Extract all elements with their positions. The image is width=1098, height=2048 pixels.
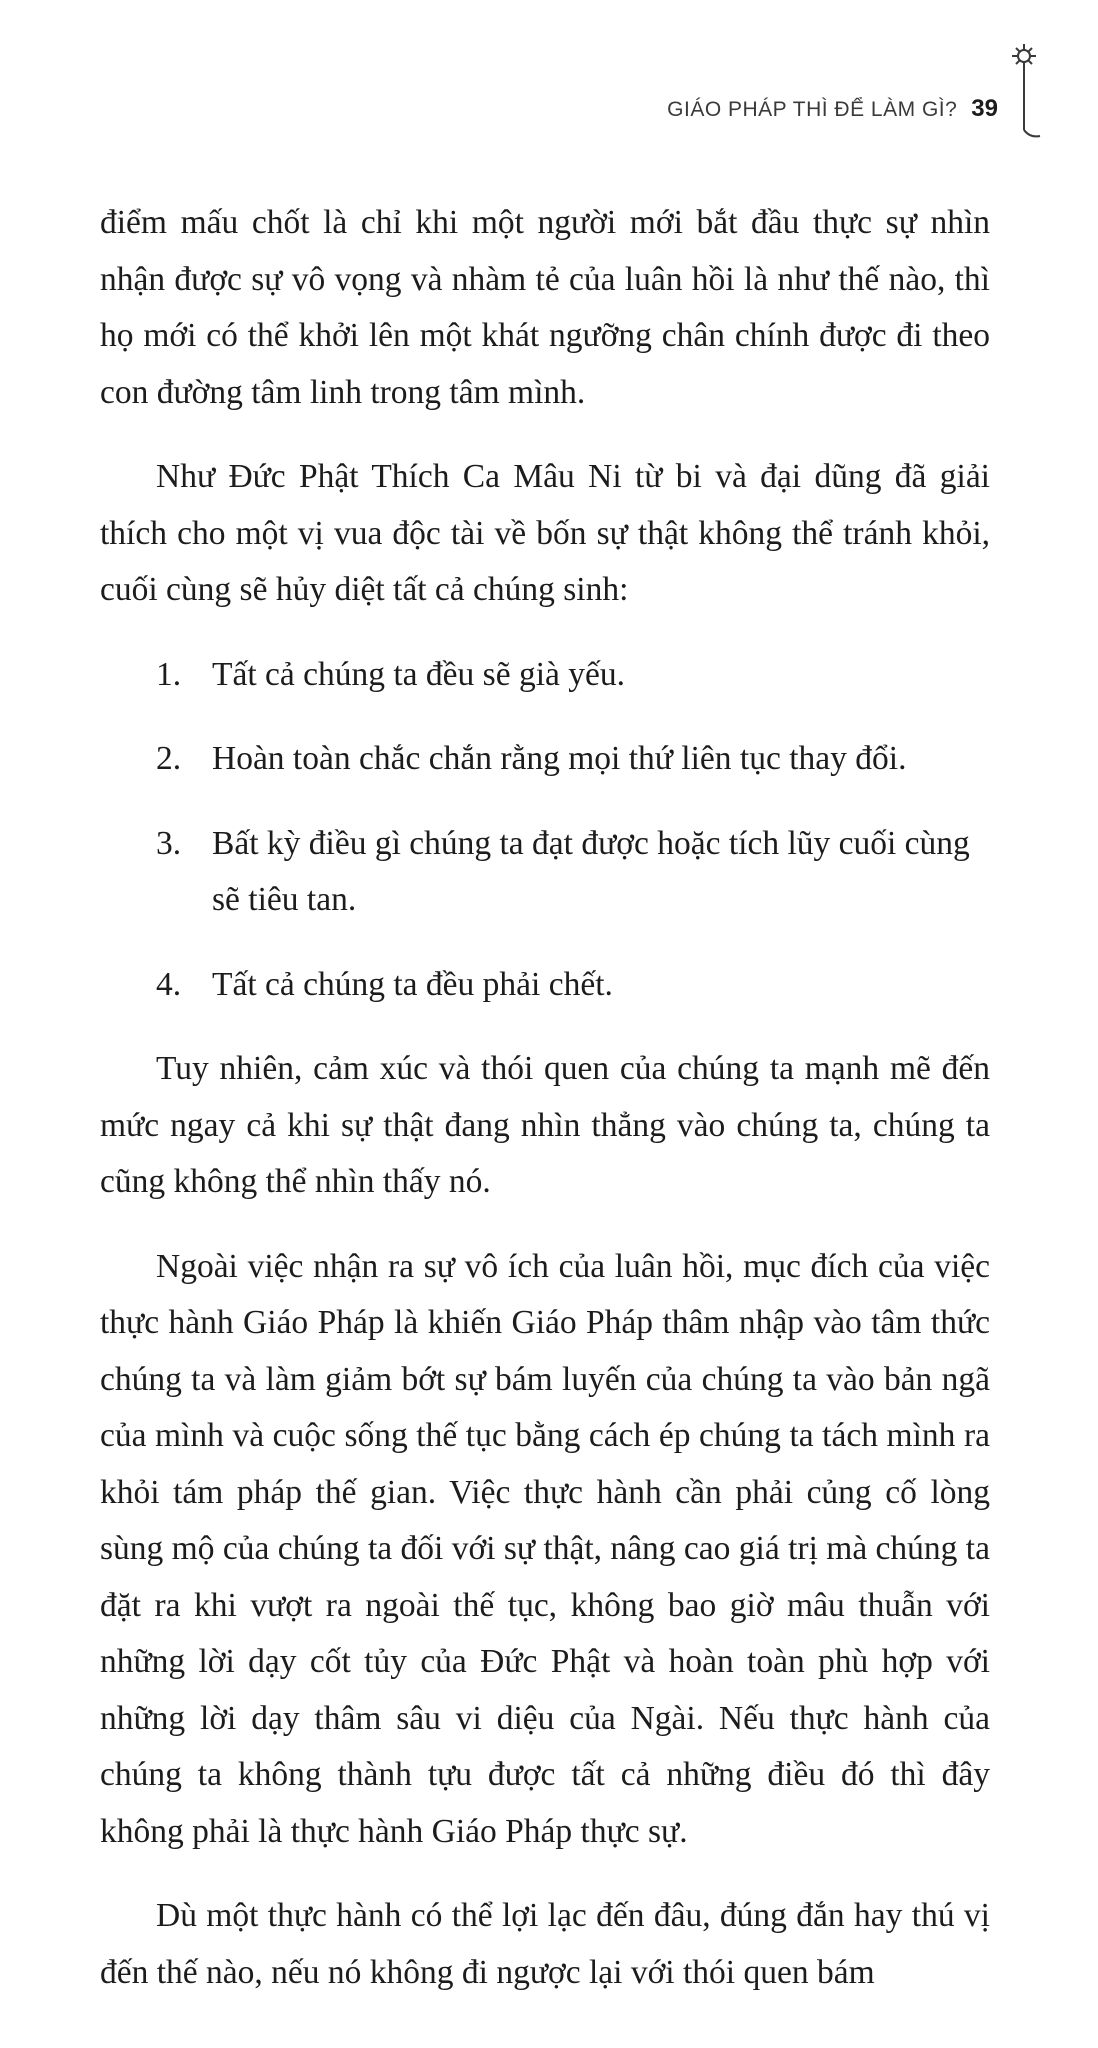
list-item <box>100 731 990 788</box>
list-item-number: 1. <box>156 655 182 693</box>
paragraph-1: điểm mấu chốt là chỉ khi một người mới bắt đầu thực sự nhìn nhận được sự vô vọng và nhàm tẻ của luân hồi là như thế nào, thì họ mới có thể khởi lên một khát ngưỡng chân chính được đi theo con đường tâm linh trong tâm mình. <box>100 204 990 411</box>
running-header <box>667 95 998 123</box>
body-text <box>100 195 990 2029</box>
list-item-text: Hoàn toàn chắc chắn rằng mọi thứ liên tục thay đổi. <box>212 740 907 777</box>
list-item-text: Tất cả chúng ta đều phải chết. <box>212 965 613 1003</box>
list-item <box>100 647 990 704</box>
paragraph-5: Dù một thực hành có thể lợi lạc đến đâu, đúng đắn hay thú vị đến thế nào, nếu nó không đi ngược lại với thói quen bám <box>100 1897 990 1991</box>
four-truths-list <box>100 647 990 1014</box>
paragraph-2: Như Đức Phật Thích Ca Mâu Ni từ bi và đại dũng đã giải thích cho một vị vua độc tài về bốn sự thật không thể tránh khỏi, cuối cùng sẽ hủy diệt tất cả chúng sinh: <box>100 458 990 608</box>
list-item-number: 4. <box>156 965 182 1003</box>
list-item-number: 3. <box>156 824 182 862</box>
list-item-text: Bất kỳ điều gì chúng ta đạt được hoặc tích lũy cuối cùng sẽ tiêu tan. <box>212 824 970 918</box>
list-item-text: Tất cả chúng ta đều sẽ già yếu. <box>212 655 625 693</box>
paragraph-4: Ngoài việc nhận ra sự vô ích của luân hồi, mục đích của việc thực hành Giáo Pháp là khiến Giáo Pháp thâm nhập vào tâm thức chúng ta và làm giảm bớt sự bám luyến của chúng ta vào bản ngã của mình và cuộc sống thế tục bằng cách ép chúng ta tách mình ra khỏi tám pháp thế gian. Việc thực hành cần phải củng cố lòng sùng mộ của chúng ta đối với sự thật, nâng cao giá trị mà chúng ta đặt ra khi vượt ra ngoài thế tục, không bao giờ mâu thuẫn với những lời dạy cốt tủy của Đức Phật và hoàn toàn phù hợp với những lời dạy thâm sâu vi diệu của Ngài. Nếu thực hành của chúng ta không thành tựu được tất cả những điều đó thì đây không phải là thực hành Giáo Pháp thực sự. <box>100 1247 990 1850</box>
list-item <box>100 816 990 929</box>
list-item-number: 2. <box>156 740 182 777</box>
list-item <box>100 957 990 1014</box>
running-title: GIÁO PHÁP THÌ ĐỂ LÀM GÌ? <box>667 98 958 121</box>
paragraph-3: Tuy nhiên, cảm xúc và thói quen của chúng ta mạnh mẽ đến mức ngay cả khi sự thật đang nhìn thẳng vào chúng ta, chúng ta cũng không thể nhìn thấy nó. <box>100 1050 990 1200</box>
lotus-ornament-icon <box>1000 34 1046 144</box>
page-number: 39 <box>971 95 998 122</box>
